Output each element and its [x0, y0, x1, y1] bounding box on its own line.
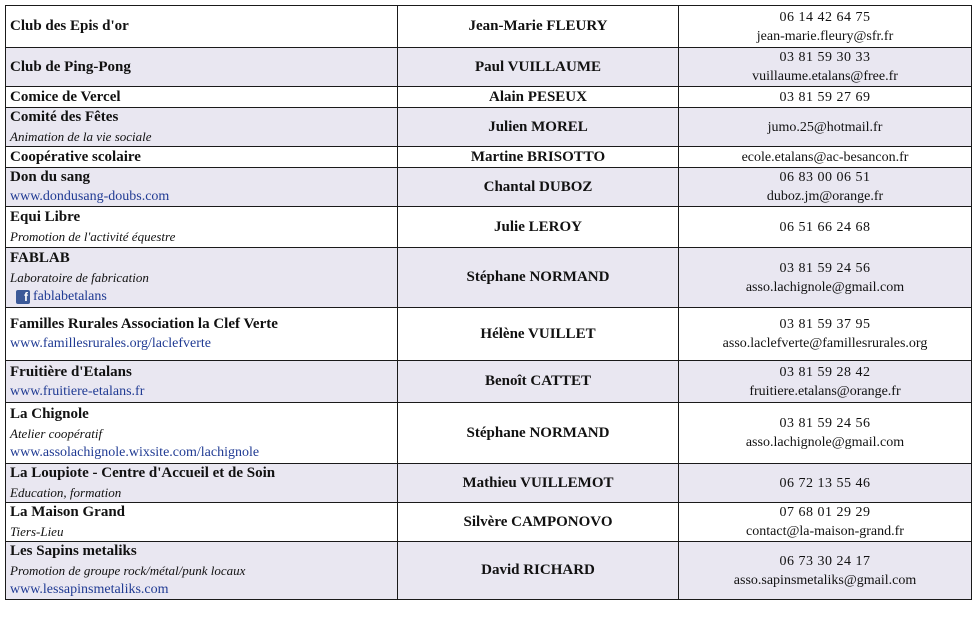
email-link[interactable]: duboz.jm@orange.fr: [766, 189, 884, 204]
phone-number: 03 81 59 27 69: [779, 89, 871, 105]
facebook-link[interactable]: [10, 287, 393, 306]
email-link[interactable]: asso.sapinsmetaliks@gmail.com: [733, 572, 917, 588]
phone-number: 03 81 59 30 33: [779, 50, 871, 65]
phone-number: 03 81 59 24 56: [779, 260, 871, 276]
contact-person: Mathieu VUILLEMOT: [398, 464, 679, 503]
contact-person: Julie LEROY: [398, 207, 679, 248]
table-row: [6, 542, 972, 600]
table-row: [6, 248, 972, 308]
phone-number: 03 81 59 37 95: [779, 317, 871, 332]
contact-info-cell: [679, 308, 972, 361]
associations-table: [5, 5, 972, 600]
phone-number: 03 81 59 28 42: [779, 364, 871, 380]
association-description: Promotion de l'activité équestre: [10, 229, 176, 244]
contact-info-cell: [679, 361, 972, 403]
contact-person: Jean-Marie FLEURY: [398, 6, 679, 48]
contact-info-cell: [679, 464, 972, 503]
association-name: Familles Rurales Association la Clef Verte: [10, 316, 278, 332]
association-description: Atelier coopératif: [10, 425, 103, 441]
table-row: [6, 108, 972, 147]
association-name: Equi Libre: [10, 209, 81, 225]
table-row: [6, 403, 972, 464]
contact-person: David RICHARD: [398, 542, 679, 600]
association-name: La Loupiote - Centre d'Accueil et de Soin: [10, 465, 276, 481]
table-row: [6, 87, 972, 108]
email-link[interactable]: ecole.etalans@ac-besancon.fr: [741, 149, 909, 165]
contact-person: Silvère CAMPONOVO: [398, 503, 679, 542]
website-link[interactable]: www.famillesrurales.org/laclefverte: [10, 336, 211, 351]
phone-number: 03 81 59 24 56: [779, 416, 871, 431]
contact-info-cell: [679, 48, 972, 87]
association-name: FABLAB: [10, 250, 70, 266]
association-cell: [6, 503, 398, 542]
table-row: [6, 6, 972, 48]
association-cell: [6, 48, 398, 87]
table-row: [6, 464, 972, 503]
association-cell: [6, 6, 398, 48]
email-link[interactable]: asso.laclefverte@famillesrurales.org: [722, 336, 928, 351]
association-name: Coopérative scolaire: [10, 148, 141, 165]
phone-number: 06 14 42 64 75: [779, 9, 871, 25]
association-name: Comice de Vercel: [10, 88, 121, 105]
email-link[interactable]: vuillaume.etalans@free.fr: [752, 69, 898, 84]
contact-person: Stéphane NORMAND: [398, 248, 679, 308]
email-link[interactable]: jean-marie.fleury@sfr.fr: [756, 28, 894, 44]
contact-info-cell: [679, 207, 972, 248]
association-name: Club des Epis d'or: [10, 18, 129, 34]
association-cell: [6, 403, 398, 464]
email-link[interactable]: jumo.25@hotmail.fr: [767, 119, 883, 135]
contact-info-cell: [679, 403, 972, 464]
association-name: La Maison Grand: [10, 504, 126, 520]
association-cell: [6, 108, 398, 147]
association-cell: [6, 361, 398, 403]
associations-table-body: [6, 6, 972, 600]
association-name: La Chignole: [10, 405, 89, 422]
association-name: Comité des Fêtes: [10, 109, 119, 125]
association-description: Tiers-Lieu: [10, 524, 64, 539]
contact-info-cell: [679, 542, 972, 600]
contact-person: Martine BRISOTTO: [398, 147, 679, 168]
email-link[interactable]: asso.lachignole@gmail.com: [745, 435, 905, 450]
website-link[interactable]: www.lessapinsmetaliks.com: [10, 582, 169, 597]
association-cell: [6, 464, 398, 503]
association-cell: [6, 308, 398, 361]
contact-person: Alain PESEUX: [398, 87, 679, 108]
website-link[interactable]: www.dondusang-doubs.com: [10, 189, 170, 204]
association-name: Les Sapins metaliks: [10, 543, 137, 559]
association-name: Fruitière d'Etalans: [10, 363, 132, 380]
facebook-icon: f: [16, 290, 30, 304]
table-row: [6, 361, 972, 403]
website-link[interactable]: www.fruitiere-etalans.fr: [10, 383, 145, 399]
association-description: Animation de la vie sociale: [10, 129, 152, 144]
association-cell: [6, 248, 398, 308]
contact-person: Stéphane NORMAND: [398, 403, 679, 464]
association-name: Don du sang: [10, 169, 91, 185]
email-link[interactable]: contact@la-maison-grand.fr: [746, 524, 904, 539]
table-row: [6, 168, 972, 207]
association-cell: [6, 542, 398, 600]
facebook-handle: fablabetalans: [33, 289, 107, 304]
contact-person: Paul VUILLAUME: [398, 48, 679, 87]
association-description: Promotion de groupe rock/métal/punk locaux: [10, 563, 246, 578]
association-description: Laboratoire de fabrication: [10, 270, 149, 285]
contact-person: Hélène VUILLET: [398, 308, 679, 361]
phone-number: 06 72 13 55 46: [779, 475, 871, 491]
contact-info-cell: [679, 6, 972, 48]
table-row: [6, 207, 972, 248]
contact-info-cell: [679, 248, 972, 308]
association-cell: [6, 147, 398, 168]
association-description: Education, formation: [10, 485, 122, 500]
email-link[interactable]: fruitiere.etalans@orange.fr: [749, 383, 901, 399]
phone-number: 06 51 66 24 68: [779, 219, 871, 235]
contact-person: Julien MOREL: [398, 108, 679, 147]
table-row: [6, 147, 972, 168]
phone-number: 06 73 30 24 17: [779, 553, 871, 569]
association-cell: [6, 87, 398, 108]
phone-number: 06 83 00 06 51: [779, 170, 871, 185]
contact-info-cell: [679, 87, 972, 108]
email-link[interactable]: asso.lachignole@gmail.com: [745, 279, 905, 295]
contact-info-cell: [679, 503, 972, 542]
contact-person: Benoît CATTET: [398, 361, 679, 403]
association-name: Club de Ping-Pong: [10, 58, 131, 75]
website-link[interactable]: www.assolachignole.wixsite.com/lachignole: [10, 444, 260, 460]
contact-info-cell: [679, 168, 972, 207]
contact-person: Chantal DUBOZ: [398, 168, 679, 207]
association-cell: [6, 168, 398, 207]
table-row: [6, 308, 972, 361]
contact-info-cell: [679, 147, 972, 168]
table-row: [6, 503, 972, 542]
table-row: [6, 48, 972, 87]
contact-info-cell: [679, 108, 972, 147]
phone-number: 07 68 01 29 29: [779, 505, 871, 520]
association-cell: [6, 207, 398, 248]
